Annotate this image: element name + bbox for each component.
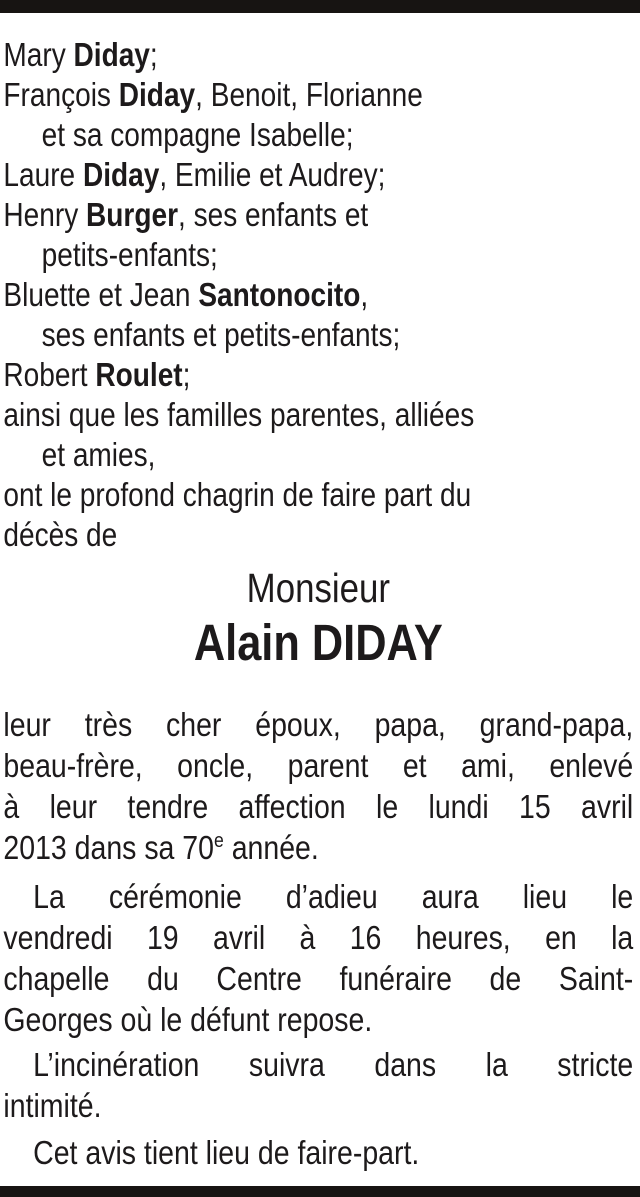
paragraph-line: leur très cher époux, papa, grand-papa, [3,707,634,744]
paragraph-line: à leur tendre affection le lundi 15 avril [3,789,634,826]
paragraph-line: La cérémonie d’adieu aura lieu le [33,879,634,916]
family-line-text: , Emilie et Audrey; [159,156,386,193]
family-line-text: , Benoit, Florianne [195,76,423,113]
family-line-text: petits-enfants; [41,236,218,273]
family-line [3,275,633,315]
family-line [3,355,633,395]
family-line [3,315,633,355]
paragraph-line: intimité. [3,1088,102,1125]
family-line [3,35,633,75]
family-name: Santonocito [198,276,361,313]
family-name: Burger [86,196,178,233]
body-paragraph-ceremony [3,877,633,1041]
family-line-text: ses enfants et petits-enfants; [41,316,401,353]
family-line [3,475,633,515]
family-name: Roulet [95,356,183,393]
top-rule [0,0,640,13]
paragraph-line: Cet avis tient lieu de faire-part. [33,1135,420,1172]
deceased-name: Alain DIDAY [193,614,443,671]
paragraph-line [3,828,633,869]
paragraph-line-text: 2013 dans sa 70 [3,830,214,867]
family-line-text: Robert [3,356,96,393]
family-line-text: , ses enfants et [177,196,369,233]
paragraph-line: beau-frère, oncle, parent et ami, enlevé [3,748,634,785]
family-line [3,515,633,555]
paragraph-line-text: année. [223,830,319,867]
bottom-rule [0,1186,640,1197]
family-line-text: , [360,276,369,313]
family-line-text: ; [149,36,158,73]
family-line-text: Henry [3,196,87,233]
family-line [3,235,633,275]
family-line-text: et sa compagne Isabelle; [41,116,354,153]
family-line [3,75,633,115]
paragraph-line: chapelle du Centre funéraire de Saint- [3,961,634,998]
family-line [3,395,633,435]
paragraph-line: vendredi 19 avril à 16 heures, en la [3,920,634,957]
family-line-text: François [3,76,119,113]
family-line [3,195,633,235]
body-paragraph-relations [3,705,633,869]
paragraph-line: Georges où le défunt repose. [3,1002,373,1039]
family-line-text: Laure [3,156,83,193]
paragraph-line: L’incinération suivra dans la stricte [33,1047,634,1084]
family-line-text: Mary [3,36,74,73]
obituary-notice [0,13,640,1174]
family-line-text: décès de [3,516,118,553]
family-line-text: ainsi que les familles parentes, alliées [3,396,475,433]
body-paragraph-notice [3,1133,633,1174]
body-paragraph-cremation [3,1045,633,1127]
family-list [3,35,633,555]
family-line-text: Bluette et Jean [3,276,199,313]
family-line-text: et amies, [41,436,156,473]
deceased-salutation: Monsieur [246,565,390,611]
family-line [3,155,633,195]
ordinal-superscript: e [213,828,224,852]
family-name: Diday [73,36,150,73]
family-line-text: ont le profond chagrin de faire part du [3,476,472,513]
family-line [3,115,633,155]
family-name: Diday [82,156,160,193]
family-line-text: ; [182,356,191,393]
family-name: Diday [118,76,196,113]
family-line [3,435,633,475]
